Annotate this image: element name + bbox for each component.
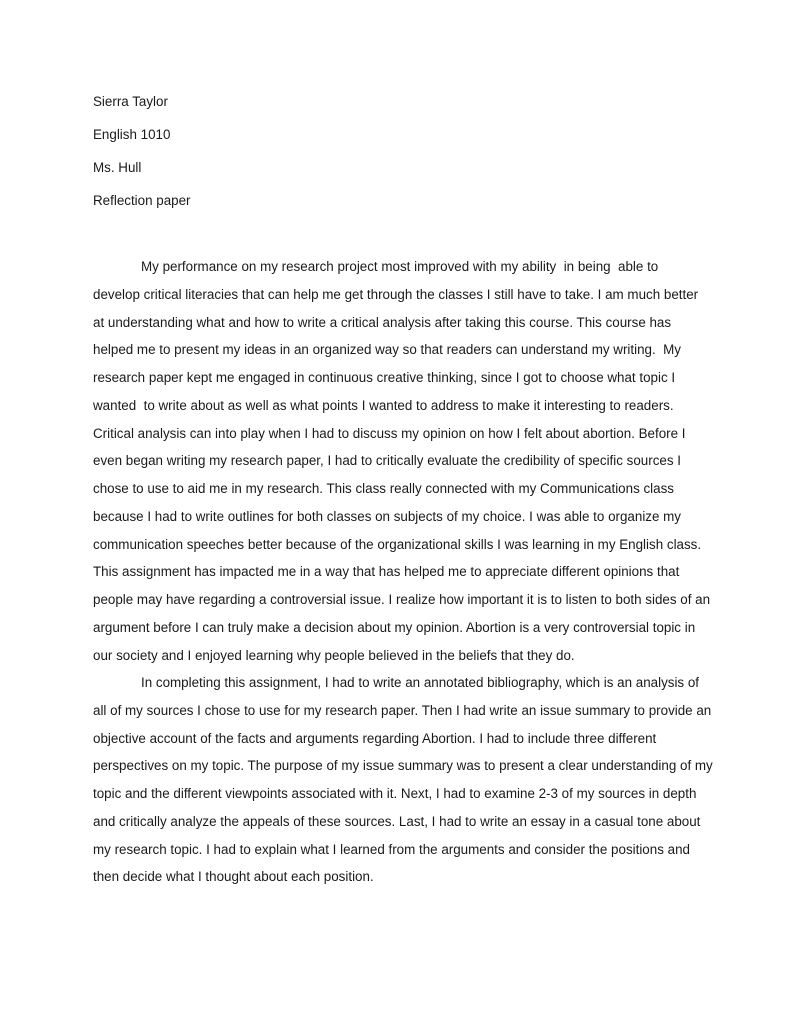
paragraph-2-line-1: In completing this assignment, I had to write an annotated bibliography, which is an analysis of bbox=[141, 675, 700, 690]
paragraph-1-line-1: My performance on my research project most improved with my ability in being able to bbox=[141, 259, 659, 274]
paragraph-1-line-10: because I had to write outlines for both classes on subjects of my choice. I was able to organize my bbox=[93, 509, 682, 524]
paragraph-1-line-4: helped me to present my ideas in an organized way so that readers can understand my writing. My bbox=[93, 342, 682, 357]
paragraph-1-line-5: research paper kept me engaged in continuous creative thinking, since I got to choose what topic I bbox=[93, 370, 676, 385]
paragraph-2-line-6: and critically analyze the appeals of these sources. Last, I had to write an essay in a casual tone about bbox=[93, 814, 701, 829]
author-name: Sierra Taylor bbox=[93, 94, 168, 109]
paragraph-1-line-3: at understanding what and how to write a critical analysis after taking this course. This course has bbox=[93, 315, 672, 330]
instructor-name: Ms. Hull bbox=[93, 160, 142, 175]
paragraph-2-line-7: my research topic. I had to explain what I learned from the arguments and consider the positions and bbox=[93, 842, 690, 857]
paragraph-1-line-14: argument before I can truly make a decision about my opinion. Abortion is a very controversial topic in bbox=[93, 620, 696, 635]
paragraph-1-line-12: This assignment has impacted me in a way that has helped me to appreciate different opinions that bbox=[93, 564, 680, 579]
paragraph-1-line-2: develop critical literacies that can help me get through the classes I still have to take. I am much better bbox=[93, 287, 699, 302]
paragraph-1-line-8: even began writing my research paper, I had to critically evaluate the credibility of specific sources I bbox=[93, 453, 681, 468]
paragraph-2-line-8: then decide what I thought about each position. bbox=[93, 869, 374, 884]
paragraph-1-line-9: chose to use to aid me in my research. This class really connected with my Communications class bbox=[93, 481, 674, 496]
paragraph-1-line-15: our society and I enjoyed learning why people believed in the beliefs that they do. bbox=[93, 648, 575, 663]
paragraph-2-line-2: all of my sources I chose to use for my research paper. Then I had write an issue summary to provide an bbox=[93, 703, 712, 718]
paragraph-2-line-5: topic and the different viewpoints associated with it. Next, I had to examine 2-3 of my sources in depth bbox=[93, 786, 697, 801]
paragraph-1-line-7: Critical analysis can into play when I had to discuss my opinion on how I felt about abortion. Before I bbox=[93, 426, 686, 441]
paragraph-1-line-6: wanted to write about as well as what points I wanted to address to make it interesting to readers. bbox=[93, 398, 674, 413]
paper-title: Reflection paper bbox=[93, 193, 191, 208]
course-name: English 1010 bbox=[93, 127, 171, 142]
paragraph-1-line-11: communication speeches better because of the organizational skills I was learning in my English class. bbox=[93, 537, 702, 552]
paragraph-2-line-4: perspectives on my topic. The purpose of my issue summary was to present a clear understanding of my bbox=[93, 758, 713, 773]
paragraph-1-line-13: people may have regarding a controversial issue. I realize how important it is to listen to both sides of an bbox=[93, 592, 711, 607]
paragraph-2-line-3: objective account of the facts and arguments regarding Abortion. I had to include three different bbox=[93, 731, 657, 746]
